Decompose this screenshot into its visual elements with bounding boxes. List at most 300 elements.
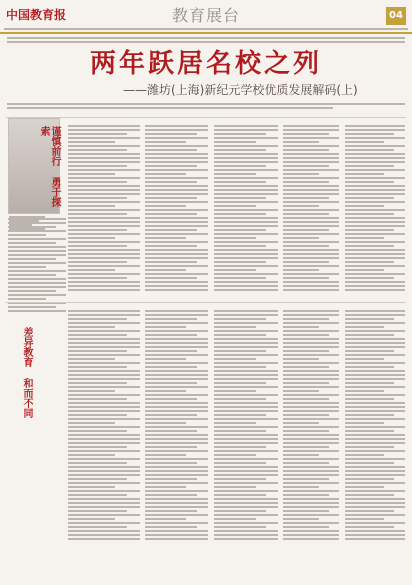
- text-line: [214, 342, 278, 344]
- text-line: [8, 278, 66, 280]
- text-line: [283, 201, 339, 203]
- text-line: [345, 338, 405, 340]
- text-line: [214, 285, 278, 287]
- text-line: [214, 273, 278, 275]
- text-line: [145, 482, 208, 484]
- text-line: [145, 398, 197, 400]
- text-line: [283, 233, 339, 235]
- text-line: [145, 285, 208, 287]
- text-line: [68, 494, 127, 496]
- text-line: [345, 482, 405, 484]
- text-line: [345, 205, 384, 207]
- text-line: [8, 226, 56, 228]
- text-line: [345, 201, 405, 203]
- text-line: [145, 237, 186, 239]
- article-subtitle: ——潍坊(上海)新纪元学校优质发展解码(上): [123, 83, 358, 97]
- text-line: [145, 209, 208, 211]
- text-line: [214, 434, 278, 436]
- text-line: [214, 125, 278, 127]
- text-line: [145, 462, 197, 464]
- text-line: [145, 261, 197, 263]
- text-line: [283, 378, 339, 380]
- text-line: [68, 454, 115, 456]
- text-line: [345, 434, 405, 436]
- text-line: [283, 398, 329, 400]
- text-line: [283, 358, 319, 360]
- text-line: [68, 430, 127, 432]
- text-line: [283, 366, 329, 368]
- text-line: [214, 490, 278, 492]
- text-line: [145, 153, 208, 155]
- text-line: [145, 137, 208, 139]
- text-line: [214, 265, 278, 267]
- text-line: [145, 350, 197, 352]
- text-line: [214, 209, 278, 211]
- text-line: [283, 406, 339, 408]
- text-line: [145, 534, 208, 536]
- text-line: [68, 434, 140, 436]
- text-line: [283, 534, 339, 536]
- text-line: [145, 257, 208, 259]
- text-line: [214, 201, 278, 203]
- body-column-4: [283, 123, 339, 293]
- text-line: [345, 414, 394, 416]
- text-line: [214, 394, 278, 396]
- text-line: [283, 430, 329, 432]
- text-line: [68, 213, 127, 215]
- body-text: [283, 308, 284, 309]
- text-line: [283, 382, 329, 384]
- text-line: [214, 338, 278, 340]
- text-line: [68, 394, 140, 396]
- text-line: [283, 221, 339, 223]
- text-line: [283, 153, 339, 155]
- text-line: [345, 149, 394, 151]
- text-line: [283, 245, 329, 247]
- text-line: [68, 370, 140, 372]
- text-line: [8, 266, 46, 268]
- text-line: [283, 414, 329, 416]
- text-line: [283, 450, 339, 452]
- text-line: [68, 446, 127, 448]
- text-line: [283, 285, 339, 287]
- text-line: [345, 478, 394, 480]
- text-line: [214, 406, 278, 408]
- text-line: [283, 253, 339, 255]
- text-line: [283, 502, 339, 504]
- text-line: [345, 474, 405, 476]
- text-line: [283, 482, 339, 484]
- text-line: [345, 470, 405, 472]
- text-line: [68, 157, 140, 159]
- text-line: [68, 486, 115, 488]
- text-line: [283, 402, 339, 404]
- text-line: [214, 350, 266, 352]
- text-line: [283, 514, 339, 516]
- text-line: [214, 189, 278, 191]
- text-line: [145, 466, 208, 468]
- body-text: [345, 308, 346, 309]
- text-line: [283, 538, 339, 540]
- text-line: [283, 506, 339, 508]
- body-text: [145, 308, 146, 309]
- text-line: [345, 141, 384, 143]
- text-line: [345, 209, 405, 211]
- text-line: [68, 502, 140, 504]
- text-line: [283, 334, 329, 336]
- text-line: [345, 538, 405, 540]
- text-line: [8, 306, 56, 308]
- intro-line: [7, 41, 405, 43]
- text-line: [214, 289, 278, 291]
- text-line: [283, 322, 339, 324]
- text-line: [345, 137, 405, 139]
- body-text: [214, 308, 215, 309]
- text-line: [345, 318, 394, 320]
- text-line: [283, 193, 339, 195]
- text-line: [345, 374, 405, 376]
- text-line: [345, 442, 405, 444]
- text-line: [68, 257, 140, 259]
- text-line: [68, 490, 140, 492]
- text-line: [68, 233, 140, 235]
- text-line: [345, 241, 405, 243]
- text-line: [68, 133, 127, 135]
- text-line: [68, 197, 127, 199]
- text-line: [68, 241, 140, 243]
- text-line: [68, 458, 140, 460]
- text-line: [145, 145, 208, 147]
- text-line: [214, 530, 278, 532]
- text-line: [68, 382, 127, 384]
- text-line: [214, 157, 278, 159]
- text-line: [214, 366, 266, 368]
- text-line: [68, 318, 127, 320]
- text-line: [145, 490, 208, 492]
- text-line: [68, 137, 140, 139]
- text-line: [145, 430, 197, 432]
- lower-divider: [6, 302, 406, 303]
- text-line: [145, 229, 197, 231]
- text-line: [214, 233, 278, 235]
- text-line: [283, 173, 319, 175]
- text-line: [345, 145, 405, 147]
- text-line: [8, 238, 66, 240]
- text-line: [68, 173, 115, 175]
- text-line: [145, 346, 208, 348]
- text-line: [283, 410, 339, 412]
- text-line: [8, 310, 66, 312]
- text-line: [345, 366, 394, 368]
- text-line: [345, 534, 405, 536]
- text-line: [214, 269, 256, 271]
- text-line: [345, 161, 405, 163]
- text-line: [145, 394, 208, 396]
- text-line: [68, 209, 140, 211]
- text-line: [345, 426, 405, 428]
- text-line: [68, 265, 140, 267]
- text-line: [283, 161, 339, 163]
- text-line: [8, 222, 66, 224]
- text-line: [145, 438, 208, 440]
- text-line: [345, 458, 405, 460]
- text-line: [345, 237, 384, 239]
- text-line: [68, 538, 140, 540]
- text-line: [145, 442, 208, 444]
- text-line: [145, 141, 186, 143]
- text-line: [68, 422, 115, 424]
- text-line: [214, 362, 278, 364]
- text-line: [345, 221, 405, 223]
- text-line: [283, 510, 329, 512]
- text-line: [68, 510, 127, 512]
- text-line: [283, 310, 339, 312]
- text-line: [345, 346, 405, 348]
- text-line: [345, 189, 405, 191]
- text-line: [214, 217, 278, 219]
- meta-line: [4, 28, 408, 30]
- text-line: [345, 490, 405, 492]
- text-line: [214, 414, 266, 416]
- text-line: [145, 181, 197, 183]
- text-line: [214, 261, 266, 263]
- text-line: [214, 141, 256, 143]
- text-line: [8, 218, 66, 220]
- text-line: [283, 137, 339, 139]
- text-line: [68, 249, 140, 251]
- text-line: [214, 205, 256, 207]
- text-line: [68, 470, 140, 472]
- text-line: [214, 514, 278, 516]
- text-line: [8, 250, 66, 252]
- text-line: [214, 193, 278, 195]
- text-line: [8, 286, 66, 288]
- text-line: [8, 270, 66, 272]
- text-line: [214, 225, 278, 227]
- page-number: 04: [386, 7, 406, 25]
- text-line: [345, 277, 394, 279]
- text-line: [345, 125, 405, 127]
- text-line: [283, 145, 339, 147]
- text-line: [345, 249, 405, 251]
- text-line: [68, 129, 140, 131]
- article-title: 两年跃居名校之列: [89, 49, 322, 79]
- text-line: [145, 538, 208, 540]
- text-line: [214, 438, 278, 440]
- text-line: [145, 486, 186, 488]
- text-line: [145, 173, 186, 175]
- text-line: [345, 438, 405, 440]
- text-line: [214, 466, 278, 468]
- text-line: [345, 462, 394, 464]
- text-line: [345, 269, 384, 271]
- text-line: [68, 426, 140, 428]
- lower-body-column-5: [345, 308, 405, 544]
- text-line: [283, 370, 339, 372]
- vertical-heading-lower: 差异教育 和而不同: [21, 327, 32, 418]
- text-line: [283, 374, 339, 376]
- section-title: 教育展台: [171, 6, 240, 25]
- text-line: [145, 514, 208, 516]
- text-line: [345, 350, 394, 352]
- text-line: [214, 322, 278, 324]
- text-line: [283, 326, 319, 328]
- text-line: [345, 514, 405, 516]
- lead-line: [7, 107, 333, 109]
- text-line: [214, 370, 278, 372]
- text-line: [214, 506, 278, 508]
- text-line: [214, 161, 278, 163]
- text-line: [283, 257, 339, 259]
- text-line: [145, 233, 208, 235]
- text-line: [145, 189, 208, 191]
- body-text: [283, 123, 284, 124]
- text-line: [68, 237, 115, 239]
- vertical-heading-upper: 谨慎前行 勇于探索: [38, 126, 60, 207]
- text-line: [214, 241, 278, 243]
- text-line: [283, 426, 339, 428]
- text-line: [345, 173, 384, 175]
- text-line: [145, 330, 208, 332]
- text-line: [68, 217, 140, 219]
- photo-caption-text: [9, 214, 10, 215]
- text-line: [345, 402, 405, 404]
- text-line: [68, 225, 140, 227]
- text-line: [145, 197, 197, 199]
- text-line: [283, 225, 339, 227]
- text-line: [214, 398, 266, 400]
- text-line: [283, 350, 329, 352]
- text-line: [345, 454, 384, 456]
- text-line: [214, 446, 266, 448]
- text-line: [283, 261, 329, 263]
- text-line: [68, 261, 127, 263]
- text-line: [68, 285, 140, 287]
- text-line: [68, 398, 127, 400]
- text-line: [214, 482, 278, 484]
- text-line: [68, 402, 140, 404]
- text-line: [214, 354, 278, 356]
- text-line: [145, 273, 208, 275]
- text-line: [283, 434, 339, 436]
- text-line: [214, 173, 256, 175]
- text-line: [145, 289, 208, 291]
- text-line: [68, 189, 140, 191]
- text-line: [68, 522, 140, 524]
- text-line: [145, 426, 208, 428]
- text-line: [145, 522, 208, 524]
- text-line: [345, 233, 405, 235]
- lower-body-column-1: [68, 308, 140, 544]
- text-line: [8, 290, 56, 292]
- text-line: [8, 294, 66, 296]
- text-line: [145, 446, 197, 448]
- text-line: [345, 526, 394, 528]
- text-line: [145, 249, 208, 251]
- text-line: [8, 298, 46, 300]
- text-line: [345, 342, 405, 344]
- text-line: [345, 450, 405, 452]
- text-line: [145, 253, 208, 255]
- text-line: [345, 133, 394, 135]
- text-line: [214, 318, 266, 320]
- text-line: [214, 386, 278, 388]
- text-line: [145, 129, 208, 131]
- text-line: [8, 254, 66, 256]
- text-line: [214, 281, 278, 283]
- body-column-5: [345, 123, 405, 293]
- text-line: [145, 414, 197, 416]
- text-line: [145, 281, 208, 283]
- text-line: [68, 466, 140, 468]
- text-line: [145, 221, 208, 223]
- text-line: [345, 322, 405, 324]
- text-line: [283, 229, 329, 231]
- text-line: [214, 334, 266, 336]
- text-line: [345, 314, 405, 316]
- text-line: [145, 502, 208, 504]
- text-line: [283, 217, 339, 219]
- text-line: [145, 510, 197, 512]
- text-line: [283, 185, 339, 187]
- text-line: [345, 498, 405, 500]
- text-line: [68, 390, 115, 392]
- text-line: [214, 510, 266, 512]
- text-line: [145, 374, 208, 376]
- intro-line: [7, 37, 405, 39]
- text-line: [283, 241, 339, 243]
- text-line: [345, 245, 394, 247]
- text-line: [345, 382, 394, 384]
- text-line: [145, 161, 208, 163]
- text-line: [214, 137, 278, 139]
- text-line: [345, 506, 405, 508]
- text-line: [283, 249, 339, 251]
- body-text: [345, 123, 346, 124]
- text-line: [214, 221, 278, 223]
- text-line: [283, 530, 339, 532]
- newspaper-title: 中国教育报: [6, 8, 67, 22]
- text-line: [283, 418, 339, 420]
- text-line: [68, 518, 115, 520]
- text-line: [68, 185, 140, 187]
- text-line: [145, 157, 208, 159]
- text-line: [214, 129, 278, 131]
- text-line: [145, 269, 186, 271]
- text-line: [345, 502, 405, 504]
- text-line: [283, 394, 339, 396]
- text-line: [214, 326, 256, 328]
- text-line: [68, 474, 140, 476]
- text-line: [283, 314, 339, 316]
- text-line: [145, 322, 208, 324]
- text-line: [214, 450, 278, 452]
- text-line: [214, 346, 278, 348]
- text-line: [214, 310, 278, 312]
- text-line: [345, 261, 394, 263]
- text-line: [345, 197, 394, 199]
- text-line: [145, 422, 186, 424]
- text-line: [283, 526, 329, 528]
- text-line: [145, 125, 208, 127]
- text-line: [283, 486, 319, 488]
- text-line: [68, 342, 140, 344]
- text-line: [68, 141, 115, 143]
- text-line: [214, 229, 266, 231]
- text-line: [68, 482, 140, 484]
- text-line: [283, 129, 339, 131]
- text-line: [145, 378, 208, 380]
